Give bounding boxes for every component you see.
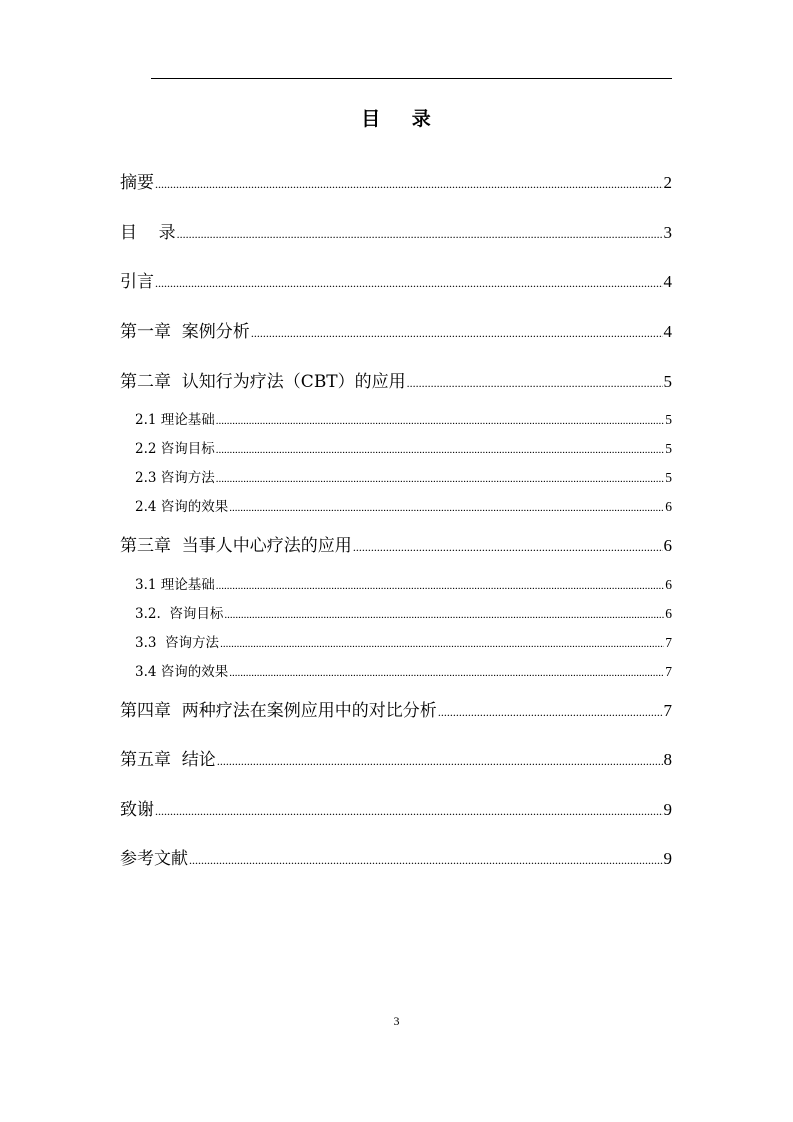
- toc-entry-chapter-3[interactable]: [120, 534, 672, 558]
- toc-entry-section-2-3[interactable]: [120, 468, 672, 488]
- toc-entry-page: 9: [663, 849, 672, 868]
- toc-entry-page: 6: [665, 577, 672, 592]
- toc-entry-chapter-1[interactable]: [120, 320, 672, 344]
- toc-leader-dots: [189, 847, 663, 872]
- toc-entry-page: 7: [663, 701, 672, 720]
- toc-entry-label: 第四章 两种疗法在案例应用中的对比分析: [120, 701, 437, 721]
- toc-entry-label: 2.3 咨询方法: [135, 470, 215, 486]
- toc-leader-dots: [155, 171, 663, 196]
- toc-entry-chapter-5[interactable]: [120, 748, 672, 772]
- toc-leader-dots: [407, 370, 663, 395]
- toc-leader-dots: [155, 798, 663, 823]
- toc-leader-dots: [177, 221, 663, 246]
- toc-entry-page: 8: [663, 750, 672, 769]
- toc-entry-page: 6: [663, 536, 672, 555]
- toc-leader-dots: [224, 604, 664, 625]
- toc-entry-page: 5: [665, 441, 672, 456]
- toc-entry-label: 致谢: [120, 800, 154, 820]
- toc-entry-chapter-4[interactable]: [120, 699, 672, 723]
- toc-entry-label: 2.1 理论基础: [135, 412, 215, 428]
- toc-entry-contents[interactable]: [120, 221, 672, 245]
- toc-entry-page: 7: [665, 664, 672, 679]
- toc-entry-section-2-4[interactable]: [120, 497, 672, 517]
- toc-entry-label: 2.2 咨询目标: [135, 441, 215, 457]
- toc-entry-acknowledgements[interactable]: [120, 798, 672, 822]
- toc-entry-label: 3.2. 咨询目标: [135, 606, 224, 622]
- toc-entry-references[interactable]: [120, 847, 672, 871]
- toc-entry-page: 3: [663, 223, 672, 242]
- toc-entry-label: 引言: [120, 272, 154, 292]
- toc-entry-label: 目 录: [120, 223, 176, 243]
- toc-leader-dots: [217, 748, 663, 773]
- toc-leader-dots: [216, 575, 664, 596]
- toc-entry-label: 3.1 理论基础: [135, 577, 215, 593]
- page-number: 3: [393, 1014, 400, 1028]
- toc-entry-section-3-2[interactable]: [120, 604, 672, 624]
- toc-entry-page: 5: [663, 372, 672, 391]
- toc-entry-section-3-3[interactable]: [120, 633, 672, 653]
- toc-leader-dots: [251, 320, 663, 345]
- toc-leader-dots: [216, 468, 664, 489]
- toc-entry-page: 6: [665, 499, 672, 514]
- toc-entry-section-3-4[interactable]: [120, 662, 672, 682]
- toc-entry-section-2-2[interactable]: [120, 439, 672, 459]
- toc-entry-page: 2: [663, 173, 672, 192]
- toc-entry-section-3-1[interactable]: [120, 575, 672, 595]
- toc-leader-dots: [155, 270, 663, 295]
- toc-entry-chapter-2[interactable]: [120, 370, 672, 394]
- toc-entry-label: 3.3 咨询方法: [135, 635, 220, 651]
- toc-entry-label: 第五章 结论: [120, 750, 216, 770]
- header-rule: [151, 78, 672, 79]
- toc-entry-page: 4: [663, 272, 672, 291]
- toc-leader-dots: [216, 439, 664, 460]
- toc-entry-page: 4: [663, 322, 672, 341]
- toc-entry-label: 参考文献: [120, 849, 188, 869]
- toc-entry-abstract[interactable]: [120, 171, 672, 195]
- toc-entry-page: 6: [665, 606, 672, 621]
- toc-title: 目 录: [361, 108, 432, 130]
- toc-entry-page: 7: [665, 635, 672, 650]
- toc-entry-label: 2.4 咨询的效果: [135, 499, 229, 515]
- toc-entry-label: 第三章 当事人中心疗法的应用: [120, 536, 352, 556]
- toc-leader-dots: [216, 410, 664, 431]
- toc-leader-dots: [438, 699, 663, 724]
- toc-entry-page: 9: [663, 800, 672, 819]
- toc-leader-dots: [229, 497, 664, 518]
- toc-entry-page: 5: [665, 470, 672, 485]
- toc-entry-label: 第一章 案例分析: [120, 322, 250, 342]
- toc-entry-introduction[interactable]: [120, 270, 672, 294]
- toc-entry-page: 5: [665, 412, 672, 427]
- toc-entry-label: 第二章 认知行为疗法（CBT）的应用: [120, 372, 406, 392]
- toc-entry-label: 3.4 咨询的效果: [135, 664, 229, 680]
- toc-leader-dots: [220, 633, 664, 654]
- toc-leader-dots: [229, 662, 664, 683]
- toc-entry-section-2-1[interactable]: [120, 410, 672, 430]
- toc-entry-label: 摘要: [120, 173, 154, 193]
- toc-leader-dots: [353, 534, 663, 559]
